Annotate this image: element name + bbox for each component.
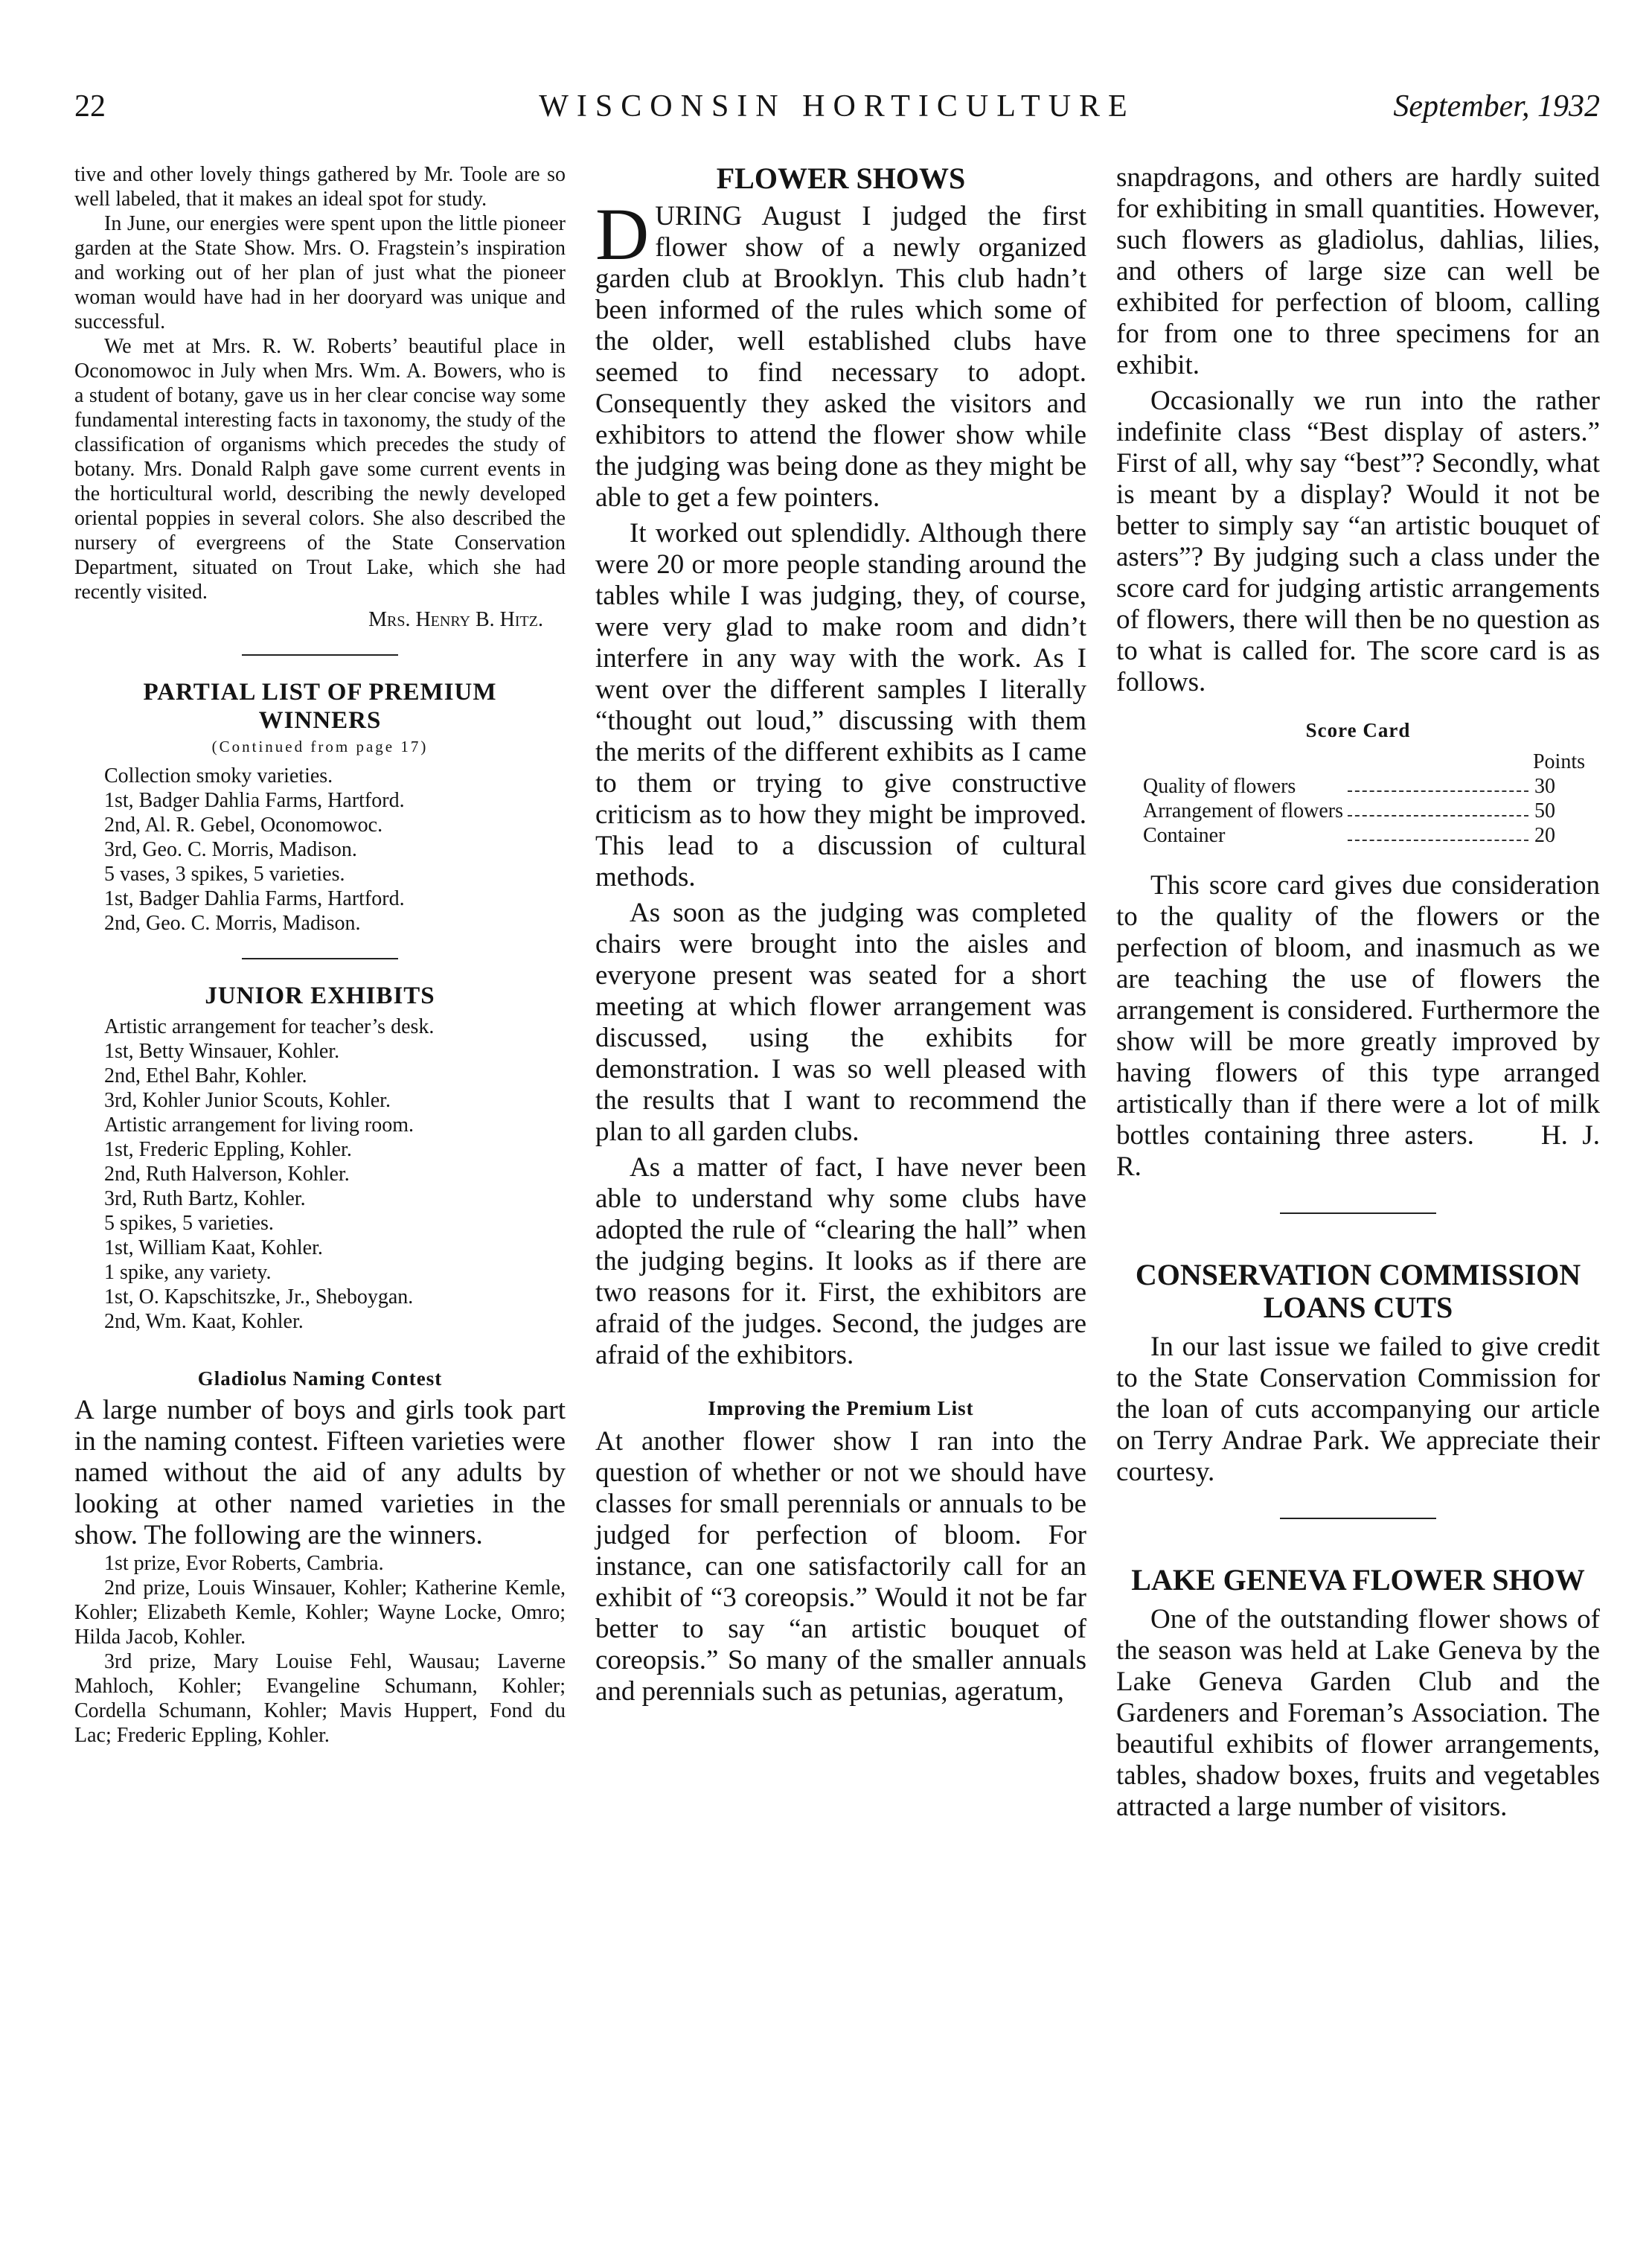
premium-winners-heading: PARTIAL LIST OF PREMIUM WINNERS — [143, 679, 497, 734]
list-item: 5 spikes, 5 varieties. — [104, 1212, 274, 1235]
gladiolus-heading: Gladiolus Naming Contest — [197, 1367, 443, 1390]
author-initials: H. J. R. — [1116, 1120, 1600, 1182]
column-right — [1116, 162, 1600, 1823]
premium-list — [74, 764, 566, 936]
prize-entry: 1st prize, Evor Roberts, Cambria. — [104, 1552, 384, 1575]
page-number: 22 — [74, 89, 106, 124]
lake-geneva-article — [1116, 1604, 1600, 1823]
score-label: Quality of flowers — [1143, 775, 1296, 798]
list-item: 1st, Frederic Eppling, Kohler. — [104, 1138, 352, 1161]
paragraph — [1116, 870, 1600, 1183]
paragraph: We met at Mrs. R. W. Roberts’ beautiful place in Oconomowoc in July when Mrs. Wm. A. Bowers, who is a student of botany, gave us in her clear concise way some fundamental interesting facts in taxonomy, the study of the classification of organisms which precedes the study of botany. Mrs. Donald Ralph gave some current events in the horticultural world, describing the newly developed oriental poppies in several colors. She also described the nursery of evergreens of the State Conservation Department, situated on Trout Lake, which she had recently visited. — [74, 335, 566, 604]
continued-note: (Continued from page 17) — [211, 738, 429, 755]
paragraph: At another flower show I ran into the question of whether or not we should have classes for small perennials or annuals to be judged for perfection of bloom. For instance, can one satisfactorily call for an exhibit of “3 coreopsis.” Would it not be far better to say “an artistic bouquet of coreopsis.” So many of the smaller annuals and perennials such as petunias, ageratum, — [595, 1426, 1086, 1707]
list-item: 1 spike, any variety. — [104, 1261, 272, 1284]
points-header: Points — [1532, 750, 1585, 773]
list-item: 5 vases, 3 spikes, 5 varieties. — [104, 863, 345, 886]
list-item: 1st, O. Kapschitszke, Jr., Sheboygan. — [104, 1285, 414, 1308]
prize-list — [74, 1551, 566, 1748]
flower-shows-article — [595, 193, 1086, 1371]
list-item: 2nd, Al. R. Gebel, Oconomowoc. — [104, 814, 383, 837]
list-item: 3rd, Geo. C. Morris, Madison. — [104, 838, 357, 861]
divider — [242, 654, 398, 656]
score-card-header — [1116, 750, 1600, 774]
score-label: Container — [1143, 824, 1226, 847]
junior-list-b — [74, 1137, 566, 1334]
flower-shows-continued — [1116, 162, 1600, 698]
divider — [242, 958, 398, 959]
score-card-discussion — [1116, 870, 1600, 1183]
gladiolus-intro — [74, 1395, 566, 1551]
list-item: 1st, Badger Dahlia Farms, Hartford. — [104, 789, 405, 812]
author-signature: Mrs. Henry B. Hitz. — [368, 608, 543, 631]
flower-shows-heading: FLOWER SHOWS — [716, 162, 966, 195]
list-item: 1st, William Kaat, Kohler. — [104, 1236, 323, 1259]
drop-cap: D — [595, 193, 650, 275]
article-continued — [74, 162, 566, 604]
list-item: 2nd, Ethel Bahr, Kohler. — [104, 1064, 307, 1087]
paragraph: It worked out splendidly. Although there were 20 or more people standing around the tables while I was judging, they, of course, were very glad to make room and didn’t interfere in any way with the work. As I went over the different samples I literally “thought out loud,” discussing with them the merits of the different exhibits as I came to them or trying to give constructive criticism as to how they might be improved. This lead to a discussion of cultural methods. — [595, 518, 1086, 892]
score-points: 50 — [1534, 799, 1555, 822]
list-item: 1st, Betty Winsauer, Kohler. — [104, 1040, 340, 1063]
prize-entry: 3rd prize, Mary Louise Fehl, Wausau; Laverne Mahloch, Kohler; Evangeline Schumann, Kohler; Cordella Schumann, Kohler; Mavis Huppert, Fond du Lac; Frederic Eppling, Kohler. — [74, 1650, 566, 1747]
list-item: 3rd, Ruth Bartz, Kohler. — [104, 1187, 306, 1210]
column-left — [74, 162, 566, 1748]
category-label: Artistic arrangement for teacher’s desk. — [104, 1015, 435, 1038]
paragraph-text: This score card gives due consideration to the quality of the flowers or the perfection of bloom, and inasmuch as we are teaching the use of flowers the arrangement is considered. Furthermore the show will be more greatly improved by having flowers of this type arranged artistically than if there were a lot of milk bottles containing three asters. — [1116, 870, 1600, 1151]
divider — [1280, 1212, 1436, 1214]
table-row — [1116, 823, 1600, 848]
paragraph: One of the outstanding flower shows of the season was held at Lake Geneva by the Lake Geneva Garden Club and the Gardeners and Foreman’s Association. The beautiful exhibits of flower arrangements, tables, shadow boxes, fruits and vegetables attracted a large number of visitors. — [1116, 1604, 1600, 1822]
leader-dashes — [1343, 823, 1533, 848]
paragraph: tive and other lovely things gathered by Mr. Toole are so well labeled, that it makes an ideal spot for study. — [74, 163, 566, 211]
score-label: Arrangement of flowers — [1143, 799, 1344, 822]
score-card-title: Score Card — [1305, 719, 1411, 741]
prize-entry: 2nd prize, Louis Winsauer, Kohler; Katherine Kemle, Kohler; Elizabeth Kemle, Kohler; Wayne Locke, Omro; Hilda Jacob, Kohler. — [74, 1576, 566, 1649]
score-points: 30 — [1534, 775, 1555, 798]
paragraph: In our last issue we failed to give credit to the State Conservation Commission for the loan of cuts accompanying our article on Terry Andrae Park. We appreciate their courtesy. — [1116, 1332, 1600, 1487]
divider — [1280, 1518, 1436, 1519]
lake-geneva-heading: LAKE GENEVA FLOWER SHOW — [1131, 1563, 1585, 1597]
list-item: 1st, Badger Dahlia Farms, Hartford. — [104, 887, 405, 910]
table-row — [1116, 774, 1600, 799]
magazine-title: WISCONSIN HORTICULTURE — [539, 89, 1136, 124]
paragraph: A large number of boys and girls took part in the naming contest. Fifteen varieties were named without the aid of any adults by looking at other named varieties in the show. The following are the winners. — [74, 1395, 566, 1550]
junior-list-a — [74, 1039, 566, 1113]
premium-list-subheading: Improving the Premium List — [708, 1397, 974, 1419]
leader-dashes — [1343, 774, 1533, 799]
conservation-article — [1116, 1332, 1600, 1488]
paragraph: In June, our energies were spent upon the little pioneer garden at the State Show. Mrs. O. Fragstein’s inspiration and working out of her plan of just what the pioneer woman would have had in her dooryard was unique and successful. — [74, 212, 566, 333]
leader-dashes — [1343, 799, 1533, 823]
column-middle — [595, 162, 1086, 1707]
score-points: 20 — [1534, 824, 1555, 847]
issue-date: September, 1932 — [1393, 89, 1600, 124]
junior-exhibits-heading: JUNIOR EXHIBITS — [205, 982, 435, 1009]
list-item: 2nd, Ruth Halverson, Kohler. — [104, 1163, 350, 1186]
table-row — [1116, 799, 1600, 823]
list-item: 2nd, Wm. Kaat, Kohler. — [104, 1310, 304, 1333]
conservation-heading: CONSERVATION COMMISSION LOANS CUTS — [1135, 1258, 1581, 1324]
score-card-table — [1116, 750, 1600, 848]
paragraph: As a matter of fact, I have never been able to understand why some clubs have adopted the rule of “clearing the hall” when the judging begins. It looks as if there are two reasons for it. First, the exhibitors are afraid of the judges. Second, the judges are afraid of the exhibitors. — [595, 1152, 1086, 1370]
list-item: Collection smoky varieties. — [104, 764, 333, 787]
paragraph: snapdragons, and others are hardly suited for exhibiting in small quantities. However, such flowers as gladiolus, dahlias, lilies, and others of large size can well be exhibited for perfection of bloom, calling for from one to three specimens for an exhibit. — [1116, 162, 1600, 380]
list-item: 2nd, Geo. C. Morris, Madison. — [104, 912, 361, 935]
paragraph-text: URING August I judged the first flower show of a newly organized garden club at Brooklyn. This club hadn’t been informed of the rules which some of the older, well established clubs have seemed to find necessary to adopt. Consequently they asked the visitors and exhibitors to attend the flower show while the judging was being done as they might be able to get a few pointers. — [595, 201, 1086, 513]
paragraph: Occasionally we run into the rather indefinite class “Best display of asters.” First of all, why say “best”? Secondly, what is meant by a display? Would it not be better to simply say “an artistic bouquet of asters”? By judging such a class under the score card for judging artistic arrangements of flowers, there will then be no question as to what is called for. The score card is as follows. — [1116, 386, 1600, 697]
list-item: 3rd, Kohler Junior Scouts, Kohler. — [104, 1089, 391, 1112]
paragraph — [595, 193, 1086, 514]
premium-list-article — [595, 1426, 1086, 1707]
page-header — [74, 80, 1600, 132]
category-label: Artistic arrangement for living room. — [104, 1113, 414, 1137]
paragraph: As soon as the judging was completed chairs were brought into the aisles and everyone present was seated for a short meeting at which flower arrangement was discussed, using the exhibits for demonstration. I was so well pleased with the results that I want to recommend the plan to all garden clubs. — [595, 898, 1086, 1147]
